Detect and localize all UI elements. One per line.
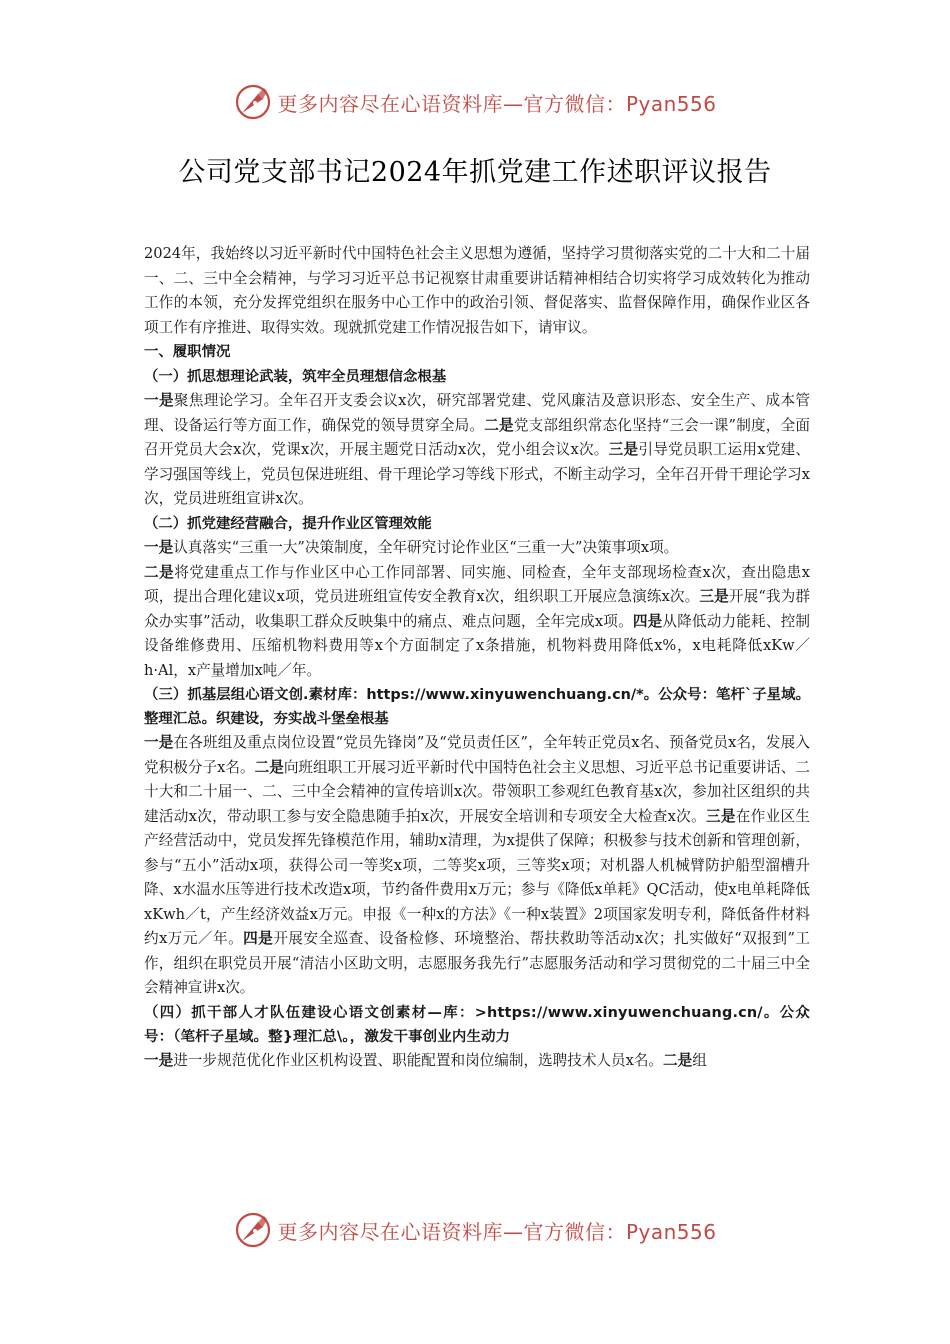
paragraph-text: 在各班组及重点岗位设置“党员先锋岗”及“党员责任区”，全年转正党员x名、预备党员x名，发展入党积极分子x名。 xyxy=(144,734,810,776)
subsection-heading-3: （三）抓基层组心语文创.素材库：https://www.xinyuwenchuang.cn/*。公众号：笔杆`子星域。整理汇总。织建设，夯实战斗堡垒根基 xyxy=(144,687,810,727)
pen-nib-logo-icon xyxy=(233,82,273,122)
paragraph-text: 认真落实“三重一大”决策制度，全年研究讨论作业区“三重一大”决策事项x项。 xyxy=(173,539,679,556)
lead-marker: 二是 xyxy=(254,758,284,776)
lead-marker: 二是 xyxy=(663,1051,693,1069)
page-title: 公司党支部书记2024年抓党建工作述职评议报告 xyxy=(178,157,772,188)
watermark-text: 更多内容尽在心语资料库—官方微信：Pyan556 xyxy=(277,91,717,116)
paragraph xyxy=(144,1049,810,1074)
paragraph xyxy=(144,561,810,684)
lead-marker: 一是 xyxy=(144,539,174,556)
document-body xyxy=(144,242,810,1073)
paragraph xyxy=(144,536,810,561)
lead-marker: 一是 xyxy=(144,1051,174,1069)
watermark-banner-bottom xyxy=(0,1208,950,1252)
paragraph-text: 聚焦理论学习。全年召开支委会议x次，研究部署党建、党风廉洁及意识形态、安全生产、成本管理、设备运行等方面工作，确保党的领导贯穿全局。 xyxy=(144,392,810,434)
section-heading: 一、履职情况 xyxy=(144,344,231,360)
paragraph-text: 组 xyxy=(692,1051,707,1069)
watermark-banner-top xyxy=(0,80,950,124)
lead-marker: 三是 xyxy=(608,441,639,458)
lead-marker: 三是 xyxy=(699,588,729,605)
lead-marker: 二是 xyxy=(144,563,175,581)
pen-nib-logo-icon xyxy=(233,1210,273,1250)
lead-marker: 一是 xyxy=(144,734,174,751)
paragraph-text: 在作业区生产经营活动中，党员发挥先锋模范作用，辅助x清理，为x提供了保障；积极参与技术创新和管理创新，参与“五小”活动x项，获得公司一等奖x项，二等奖x项，三等奖x项；对机器人机械臂防护船型溜槽升降、x水温水压等进行技术改造x项，节约备件费用x万元；参与《降低x单耗》QC活动，使x电单耗降低xKwh／t，产生经济效益x万元。申报《一种x的方法》《一种x装置》2项国家发明专利，降低备件材料约x万元／年。 xyxy=(144,807,810,947)
paragraph-text: 党支部组织常态化坚持“三会一课”制度，全面召开党员大会x次，党课x次，开展主题党日活动x次，党小组会议x次。 xyxy=(144,416,810,458)
lead-marker: 四是 xyxy=(632,612,663,630)
paragraph-text: 从降低动力能耗、控制设备维修费用、压缩机物料费用等x个方面制定了x条措施，机物料费用降低x%，x电耗降低xKw／h·Al，x产量增加x吨／年。 xyxy=(144,612,810,679)
subsection-heading-1: （一）抓思想理论武装，筑牢全员理想信念根基 xyxy=(144,368,447,385)
paragraph xyxy=(144,731,810,1001)
lead-marker: 三是 xyxy=(705,807,736,825)
lead-marker: 一是 xyxy=(144,392,174,409)
intro-paragraph: 2024年，我始终以习近平新时代中国特色社会主义思想为遵循，坚持学习贯彻落实党的二十大和二十届一、二、三中全会精神，与学习习近平总书记视察甘肃重要讲话精神相结合切实将学习成效转化为推动工作的本领，充分发挥党组织在服务中心工作中的政治引领、督促落实、监督保障作用，确保作业区各项工作有序推进、取得实效。现就抓党建工作情况报告如下，请审议。 xyxy=(144,245,810,336)
paragraph-text: 进一步规范优化作业区机构设置、职能配置和岗位编制，选聘技术人员x名。 xyxy=(173,1051,664,1069)
paragraph-text: 开展“我为群众办实事”活动，收集职工群众反映集中的痛点、难点问题，全年完成x项。 xyxy=(144,588,810,630)
lead-marker: 四是 xyxy=(243,930,274,947)
subsection-heading-2: （二）抓党建经营融合，提升作业区管理效能 xyxy=(144,515,432,532)
subsection-heading-4: （四）抓干部人才队伍建设心语文创素材—库：>https://www.xinyuwenchuang.cn/。公众号：（笔杆子星域。整}理汇总\。，激发干事创业内生动力 xyxy=(144,1004,810,1045)
paragraph-text: 向班组职工开展习近平新时代中国特色社会主义思想、习近平总书记重要讲话、二十大和二十届一、二、三中全会精神的宣传培训x次。带领职工参观红色教育基x次，参加社区组织的共建活动x次，带动职工参与安全隐患随手拍x次，开展安全培训和专项安全大检查x次。 xyxy=(144,758,810,825)
paragraph-text: 将党建重点工作与作业区中心工作同部署、同实施、同检查，全年支部现场检查x次，查出隐患x项，提出合理化建议x项，党员进班组宣传安全教育x次，组织职工开展应急演练x次。 xyxy=(144,563,810,605)
paragraph-text: 引导党员职工运用x党建、学习强国等线上，党员包保进班组、骨干理论学习等线下形式，不断主动学习，全年召开骨干理论学习x次，党员进班组宣讲x次。 xyxy=(144,441,810,507)
paragraph-text: 开展安全巡查、设备检修、环境整治、帮扶救助等活动x次；扎实做好“双报到”工作，组织在职党员开展“清洁小区助文明，志愿服务我先行”志愿服务活动和学习贯彻党的二十届三中全会精神宣讲x次。 xyxy=(144,930,810,996)
paragraph xyxy=(144,389,810,512)
watermark-text: 更多内容尽在心语资料库—官方微信：Pyan556 xyxy=(277,1219,717,1244)
lead-marker: 二是 xyxy=(484,416,514,434)
